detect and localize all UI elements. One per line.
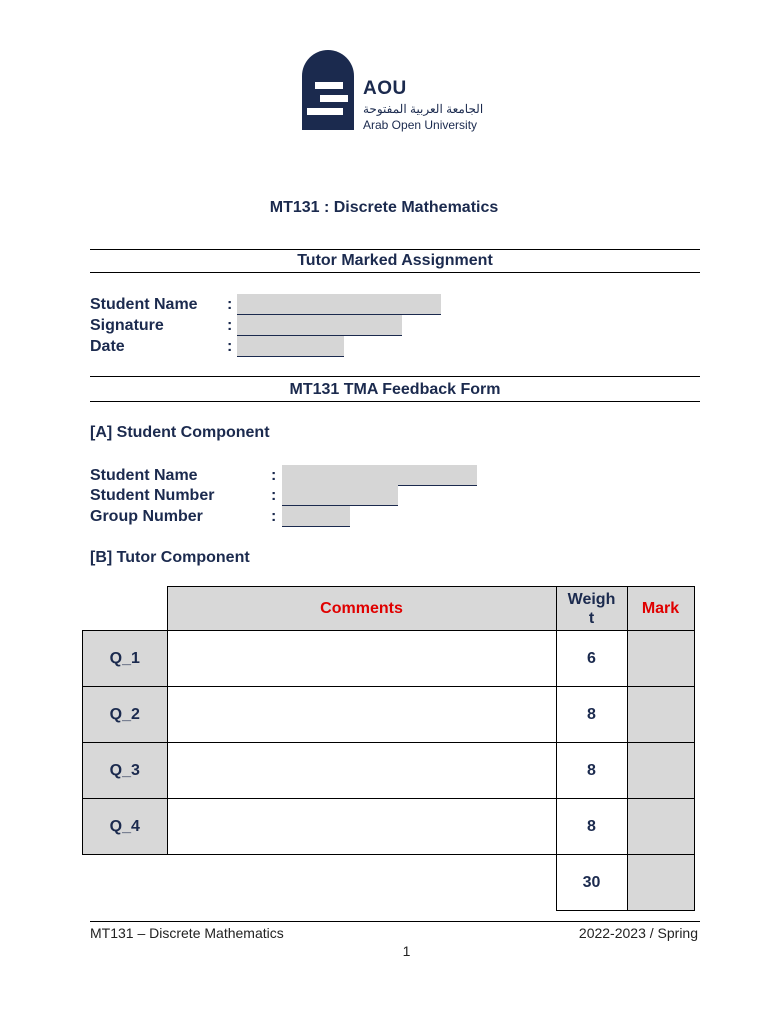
mark-cell[interactable]: [627, 687, 694, 743]
colon: :: [271, 487, 277, 504]
weight-header: Weigh t: [556, 587, 627, 631]
footer-semester: 2022-2023 / Spring: [578, 925, 698, 941]
aou-logo: [302, 50, 502, 134]
university-logo-icon: [302, 50, 354, 130]
question-label: Q_3: [83, 743, 168, 799]
page-number: 1: [402, 943, 411, 959]
table-row: [83, 687, 695, 743]
signature-field[interactable]: [237, 315, 402, 336]
mark-header: Mark: [627, 587, 694, 631]
total-row: [83, 855, 695, 911]
date-field[interactable]: [237, 336, 344, 357]
cover-student-name-label: Student Name: [90, 296, 198, 313]
footer-divider: [90, 921, 700, 922]
weight-cell: 8: [556, 687, 627, 743]
weight-cell: 6: [556, 631, 627, 687]
total-mark-cell[interactable]: [627, 855, 694, 911]
signature-label: Signature: [90, 317, 164, 334]
comment-cell[interactable]: [167, 687, 556, 743]
group-number-field[interactable]: [282, 506, 350, 527]
feedback-form-title: MT131 TMA Feedback Form: [289, 381, 501, 398]
tma-title: Tutor Marked Assignment: [297, 252, 493, 269]
tutor-component-heading: [B] Tutor Component: [90, 549, 250, 566]
date-label: Date: [90, 338, 125, 355]
student-number-label: Student Number: [90, 487, 215, 504]
logo-english-name: Arab Open University: [363, 118, 478, 132]
colon: :: [227, 338, 233, 355]
mark-cell[interactable]: [627, 631, 694, 687]
course-title: MT131 : Discrete Mathematics: [269, 199, 499, 216]
logo-abbreviation: AOU: [363, 78, 407, 99]
student-component-heading: [A] Student Component: [90, 424, 270, 441]
total-weight-cell: 30: [556, 855, 627, 911]
student-name-field[interactable]: [282, 465, 477, 486]
colon: :: [227, 296, 233, 313]
mark-cell[interactable]: [627, 743, 694, 799]
colon: :: [271, 508, 277, 525]
empty-corner-cell: [83, 587, 168, 631]
weight-cell: 8: [556, 799, 627, 855]
comment-cell[interactable]: [167, 743, 556, 799]
cover-student-name-field[interactable]: [237, 294, 441, 315]
empty-cell: [83, 855, 168, 911]
table-row: [83, 631, 695, 687]
footer-course: MT131 – Discrete Mathematics: [90, 925, 284, 941]
divider: [90, 376, 700, 377]
colon: :: [271, 467, 277, 484]
question-label: Q_2: [83, 687, 168, 743]
comments-header: Comments: [167, 587, 556, 631]
student-number-field[interactable]: [282, 485, 398, 506]
weight-cell: 8: [556, 743, 627, 799]
colon: :: [227, 317, 233, 334]
logo-arabic-name: الجامعة العربية المفتوحة: [363, 102, 484, 116]
divider: [90, 401, 700, 402]
question-label: Q_1: [83, 631, 168, 687]
student-name-label: Student Name: [90, 467, 198, 484]
comment-cell[interactable]: [167, 799, 556, 855]
empty-cell: [167, 855, 556, 911]
table-header-row: [83, 587, 695, 631]
table-row: [83, 743, 695, 799]
divider: [90, 272, 700, 273]
comment-cell[interactable]: [167, 631, 556, 687]
group-number-label: Group Number: [90, 508, 203, 525]
table-row: [83, 799, 695, 855]
divider: [90, 249, 700, 250]
feedback-table: [82, 586, 695, 911]
mark-cell[interactable]: [627, 799, 694, 855]
question-label: Q_4: [83, 799, 168, 855]
